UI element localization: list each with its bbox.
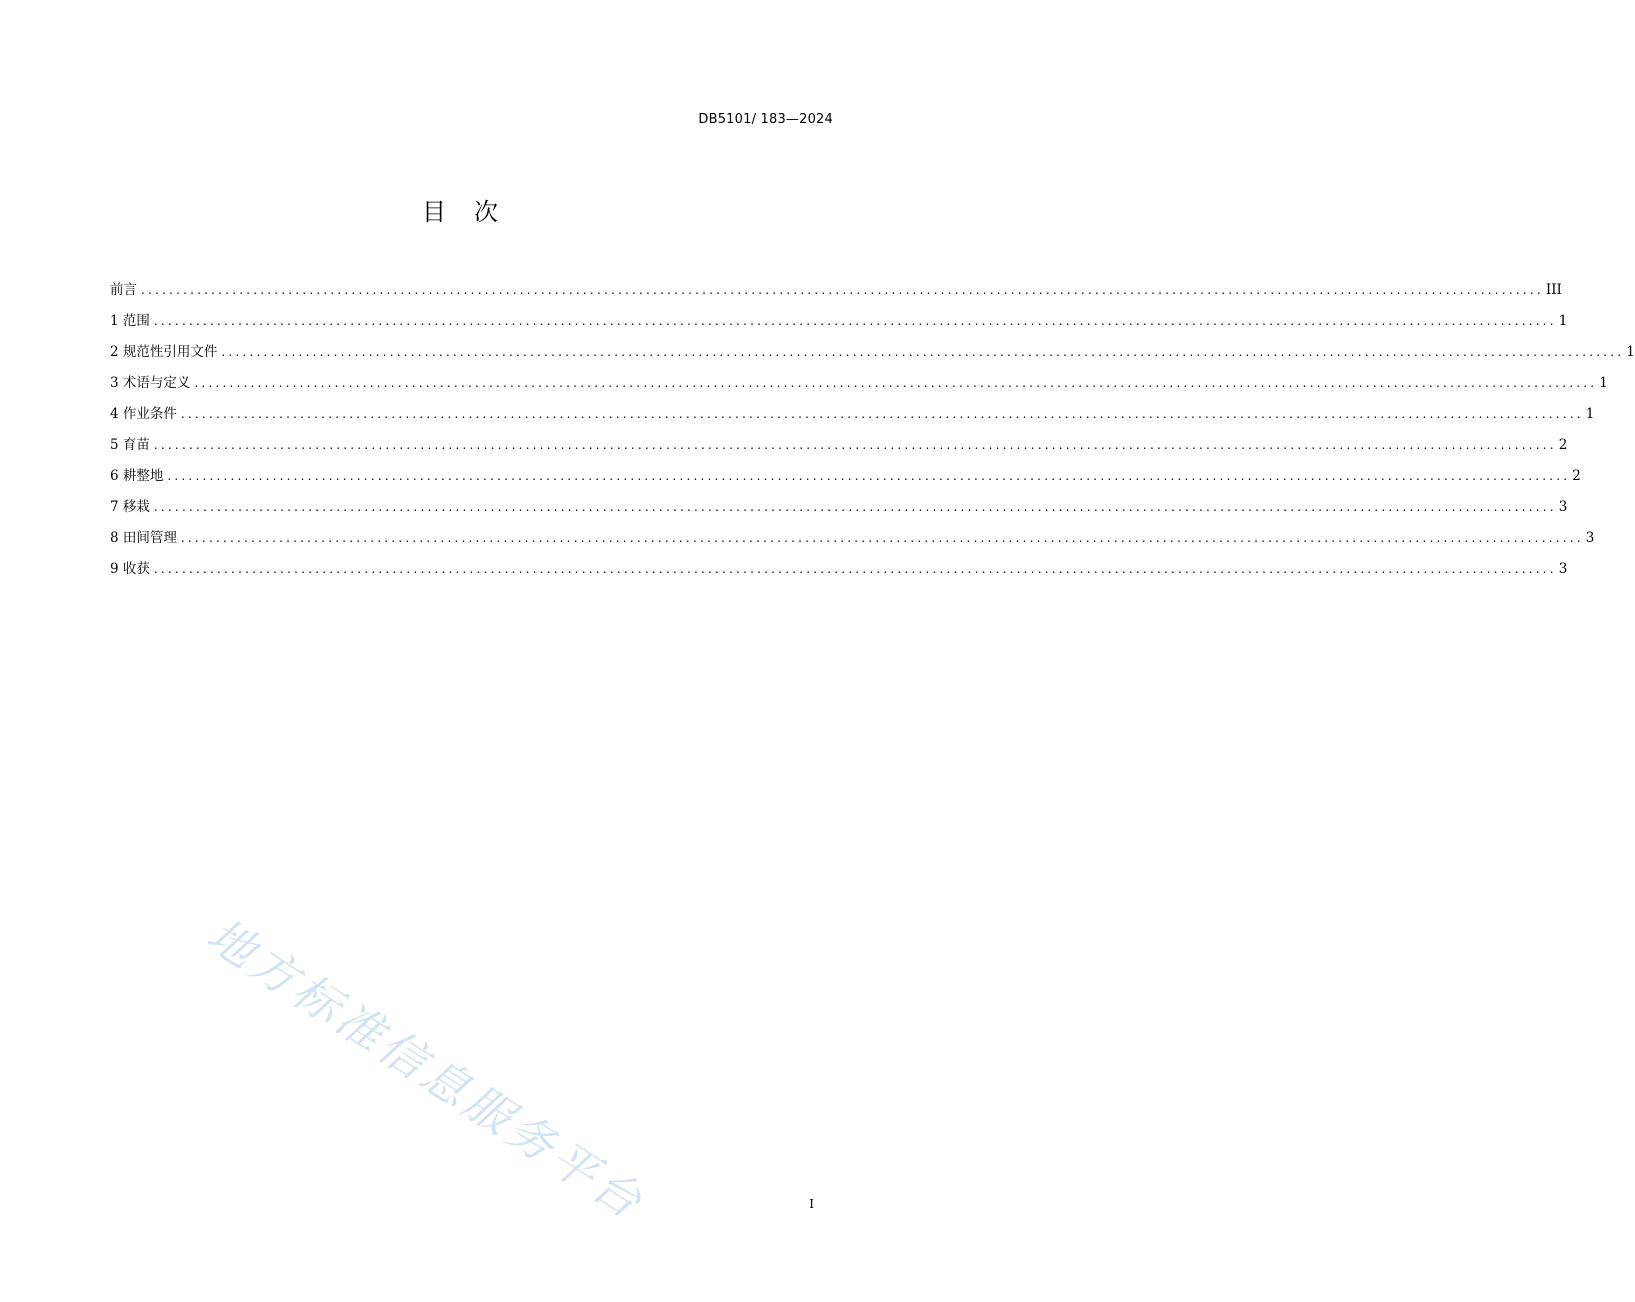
toc-entry-label: 前言 (110, 282, 137, 298)
toc-entry-harvest[interactable] (110, 557, 1568, 588)
toc-entry-label: 2 规范性引用文件 (110, 344, 218, 360)
toc-entry-page: 2 (1572, 468, 1581, 484)
toc-entry-label: 9 收获 (110, 561, 150, 577)
toc-leader-dots: ........................................................................................................................................................................................................ (221, 345, 1625, 359)
toc-entry-page: 2 (1558, 437, 1568, 453)
toc-leader-dots: ........................................................................................................................................................................................................ (167, 469, 1571, 483)
toc-entry-label: 8 田间管理 (110, 530, 177, 546)
toc-leader-dots: ........................................................................................................................................................................................................ (153, 562, 1557, 576)
table-of-contents (110, 278, 1635, 588)
page-number: I (809, 1197, 814, 1211)
toc-leader-dots: ........................................................................................................................................................................................................ (180, 531, 1584, 545)
toc-entry-page: 1 (1558, 313, 1568, 329)
toc-entry-page: 3 (1558, 561, 1568, 577)
watermark: 地方标准信息服务平台 (197, 907, 655, 1231)
toc-title: 目次 (422, 198, 526, 226)
toc-entry-label: 6 耕整地 (110, 468, 164, 484)
toc-leader-dots: ........................................................................................................................................................................................................ (153, 500, 1557, 514)
toc-leader-dots: ........................................................................................................................................................................................................ (141, 283, 1544, 297)
toc-entry-page: 1 (1585, 406, 1595, 422)
toc-entry-field-management[interactable] (110, 526, 1595, 557)
toc-entry-label: 3 术语与定义 (110, 375, 191, 391)
toc-entry-seedling[interactable] (110, 433, 1568, 464)
toc-entry-working-conditions[interactable] (110, 402, 1595, 433)
toc-entry-normative-references[interactable] (110, 340, 1635, 371)
toc-entry-page: 1 (1626, 344, 1635, 360)
toc-leader-dots: ........................................................................................................................................................................................................ (194, 376, 1598, 390)
toc-entry-page: 3 (1585, 530, 1595, 546)
toc-entry-page: 1 (1599, 375, 1608, 391)
document-code: DB5101/ 183—2024 (698, 112, 833, 127)
toc-entry-page: III (1545, 282, 1562, 298)
toc-entry-tillage[interactable] (110, 464, 1581, 495)
toc-entry-label: 1 范围 (110, 313, 150, 329)
toc-entry-label: 4 作业条件 (110, 406, 177, 422)
toc-entry-page: 3 (1558, 499, 1568, 515)
toc-entry-label: 7 移栽 (110, 499, 150, 515)
toc-entry-terms-definitions[interactable] (110, 371, 1608, 402)
toc-leader-dots: ........................................................................................................................................................................................................ (153, 438, 1557, 452)
toc-leader-dots: ........................................................................................................................................................................................................ (180, 407, 1584, 421)
toc-entry-label: 5 育苗 (110, 437, 150, 453)
toc-entry-transplanting[interactable] (110, 495, 1568, 526)
toc-leader-dots: ........................................................................................................................................................................................................ (153, 314, 1557, 328)
toc-entry-foreword[interactable] (110, 278, 1562, 309)
toc-entry-scope[interactable] (110, 309, 1568, 340)
